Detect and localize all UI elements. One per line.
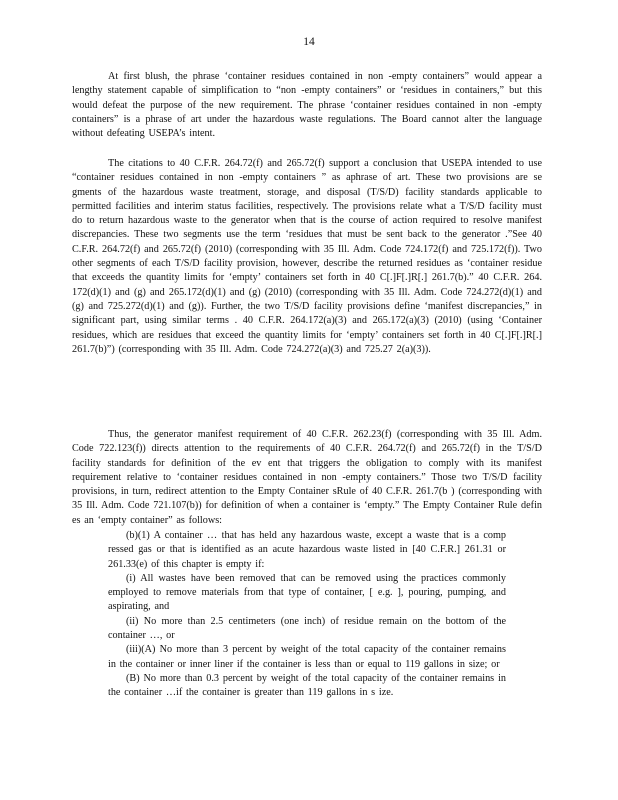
block-quote bbox=[108, 529, 506, 701]
page-number: 14 bbox=[303, 36, 315, 48]
quote-item-ii: (ii) No more than 2.5 centimeters (one inch) of residue remain on the bottom of the container …, or bbox=[108, 615, 506, 642]
quote-item-i: (i) All wastes have been removed that can be removed using the practices commonly employed to remove materials from that type of container, [ e.g. ], pouring, pumping, and aspirating, and bbox=[108, 572, 506, 613]
paragraph-text: At first blush, the phrase ‘container residues contained in non -empty containers” would appear a lengthy statement capable of simplification to “non -empty containers” or ‘residues in containers,” but this would defeat the purpose of the new requirement. The phrase ‘container residues contained in non -empty containers” is a phrase of art under the hazardous waste regulations. The Board cannot alter the language without defeating USEPA’s intent. bbox=[72, 71, 542, 140]
body-paragraph-3 bbox=[72, 428, 542, 528]
body-paragraph-1 bbox=[72, 70, 542, 141]
body-paragraph-2 bbox=[72, 157, 542, 357]
paragraph-text: Thus, the generator manifest requirement of 40 C.F.R. 262.23(f) (corresponding with 35 Ill. Adm. Code 722.123(f)) directs attention to the requirements of 40 C.F.R. 264.72(f) and 265.72(f) in the T/S/D facility standards for definition of the ev ent that triggers the obligation to comply with its manifest requirement relative to ‘container residues contained in non -empty containers.” Those two T/S/D facility provisions, in turn, redirect attention to the Empty Container sRule of 40 C.F.R. 261.7(b ) (corresponding with 35 Ill. Adm. Code 721.107(b)) for definition of when a container is ‘empty.” The Empty Container Rule defin es an ‘empty container” as follows: bbox=[72, 429, 542, 526]
quote-item-iii-a: (iii)(A) No more than 3 percent by weight of the total capacity of the container remains in the container or inner liner if the container is less than or equal to 119 gallons in size; or bbox=[108, 644, 506, 670]
quote-intro: (b)(1) A container … that has held any hazardous waste, except a waste that is a comp ressed gas or that is identified as an acute hazardous waste listed in [40 C.F.R.] 261.31 or 261.33(e) of this chapter is empty if: bbox=[108, 530, 506, 570]
paragraph-text: The citations to 40 C.F.R. 264.72(f) and 265.72(f) support a conclusion that USEPA intended to use “container residues contained in non -empty containers ” as aphrase of art. These two provisions are se gments of the hazardous waste treatment, storage, and disposal (T/S/D) facility standards applicable to permitted facilities and interim status facilities, respectively. The provisions relate what a T/S/D facility must do to return hazardous waste to the generator when that is the course of action required to resolve manifest discrepancies. These two segments use the term ‘residues that must be sent back to the generator .”See 40 C.F.R. 264.72(f) and 265.72(f) (2010) (corresponding with 35 Ill. Adm. Code 724.172(f) and 725.172(f)). Two other segments of each T/S/D facility provision, however, describe the returned residues as ‘container residue that exceeds the quantity limits for ‘empty’ containers set forth in 40 C[.]F[.]R[.] 261.7(b).” 40 C.F.R. 264. 172(d)(1) and (g) and 265.172(d)(1) and (g) (2010) (corresponding with 35 Ill. Adm. Code 724.272(d)(1) and (g) and 725.272(d)(1) and (g)). Further, the two T/S/D facility provisions define ‘manifest discrepancies,” in significant part, using similar terms . 40 C.F.R. 264.172(a)(3) and 265.172(a)(3) (2010) (using ‘Container residues, which are residues that exceed the quantity limits for ‘empty’ containers set forth in 40 C[.]F[.]R[.] 261.7(b)”) (corresponding with 35 Ill. Adm. Code 724.272(a)(3) and 725.27 2(a)(3)). bbox=[72, 158, 542, 355]
quote-item-b: (B) No more than 0.3 percent by weight of the total capacity of the container remains in the container …if the container is greater than 119 gallons in s ize. bbox=[108, 672, 506, 699]
